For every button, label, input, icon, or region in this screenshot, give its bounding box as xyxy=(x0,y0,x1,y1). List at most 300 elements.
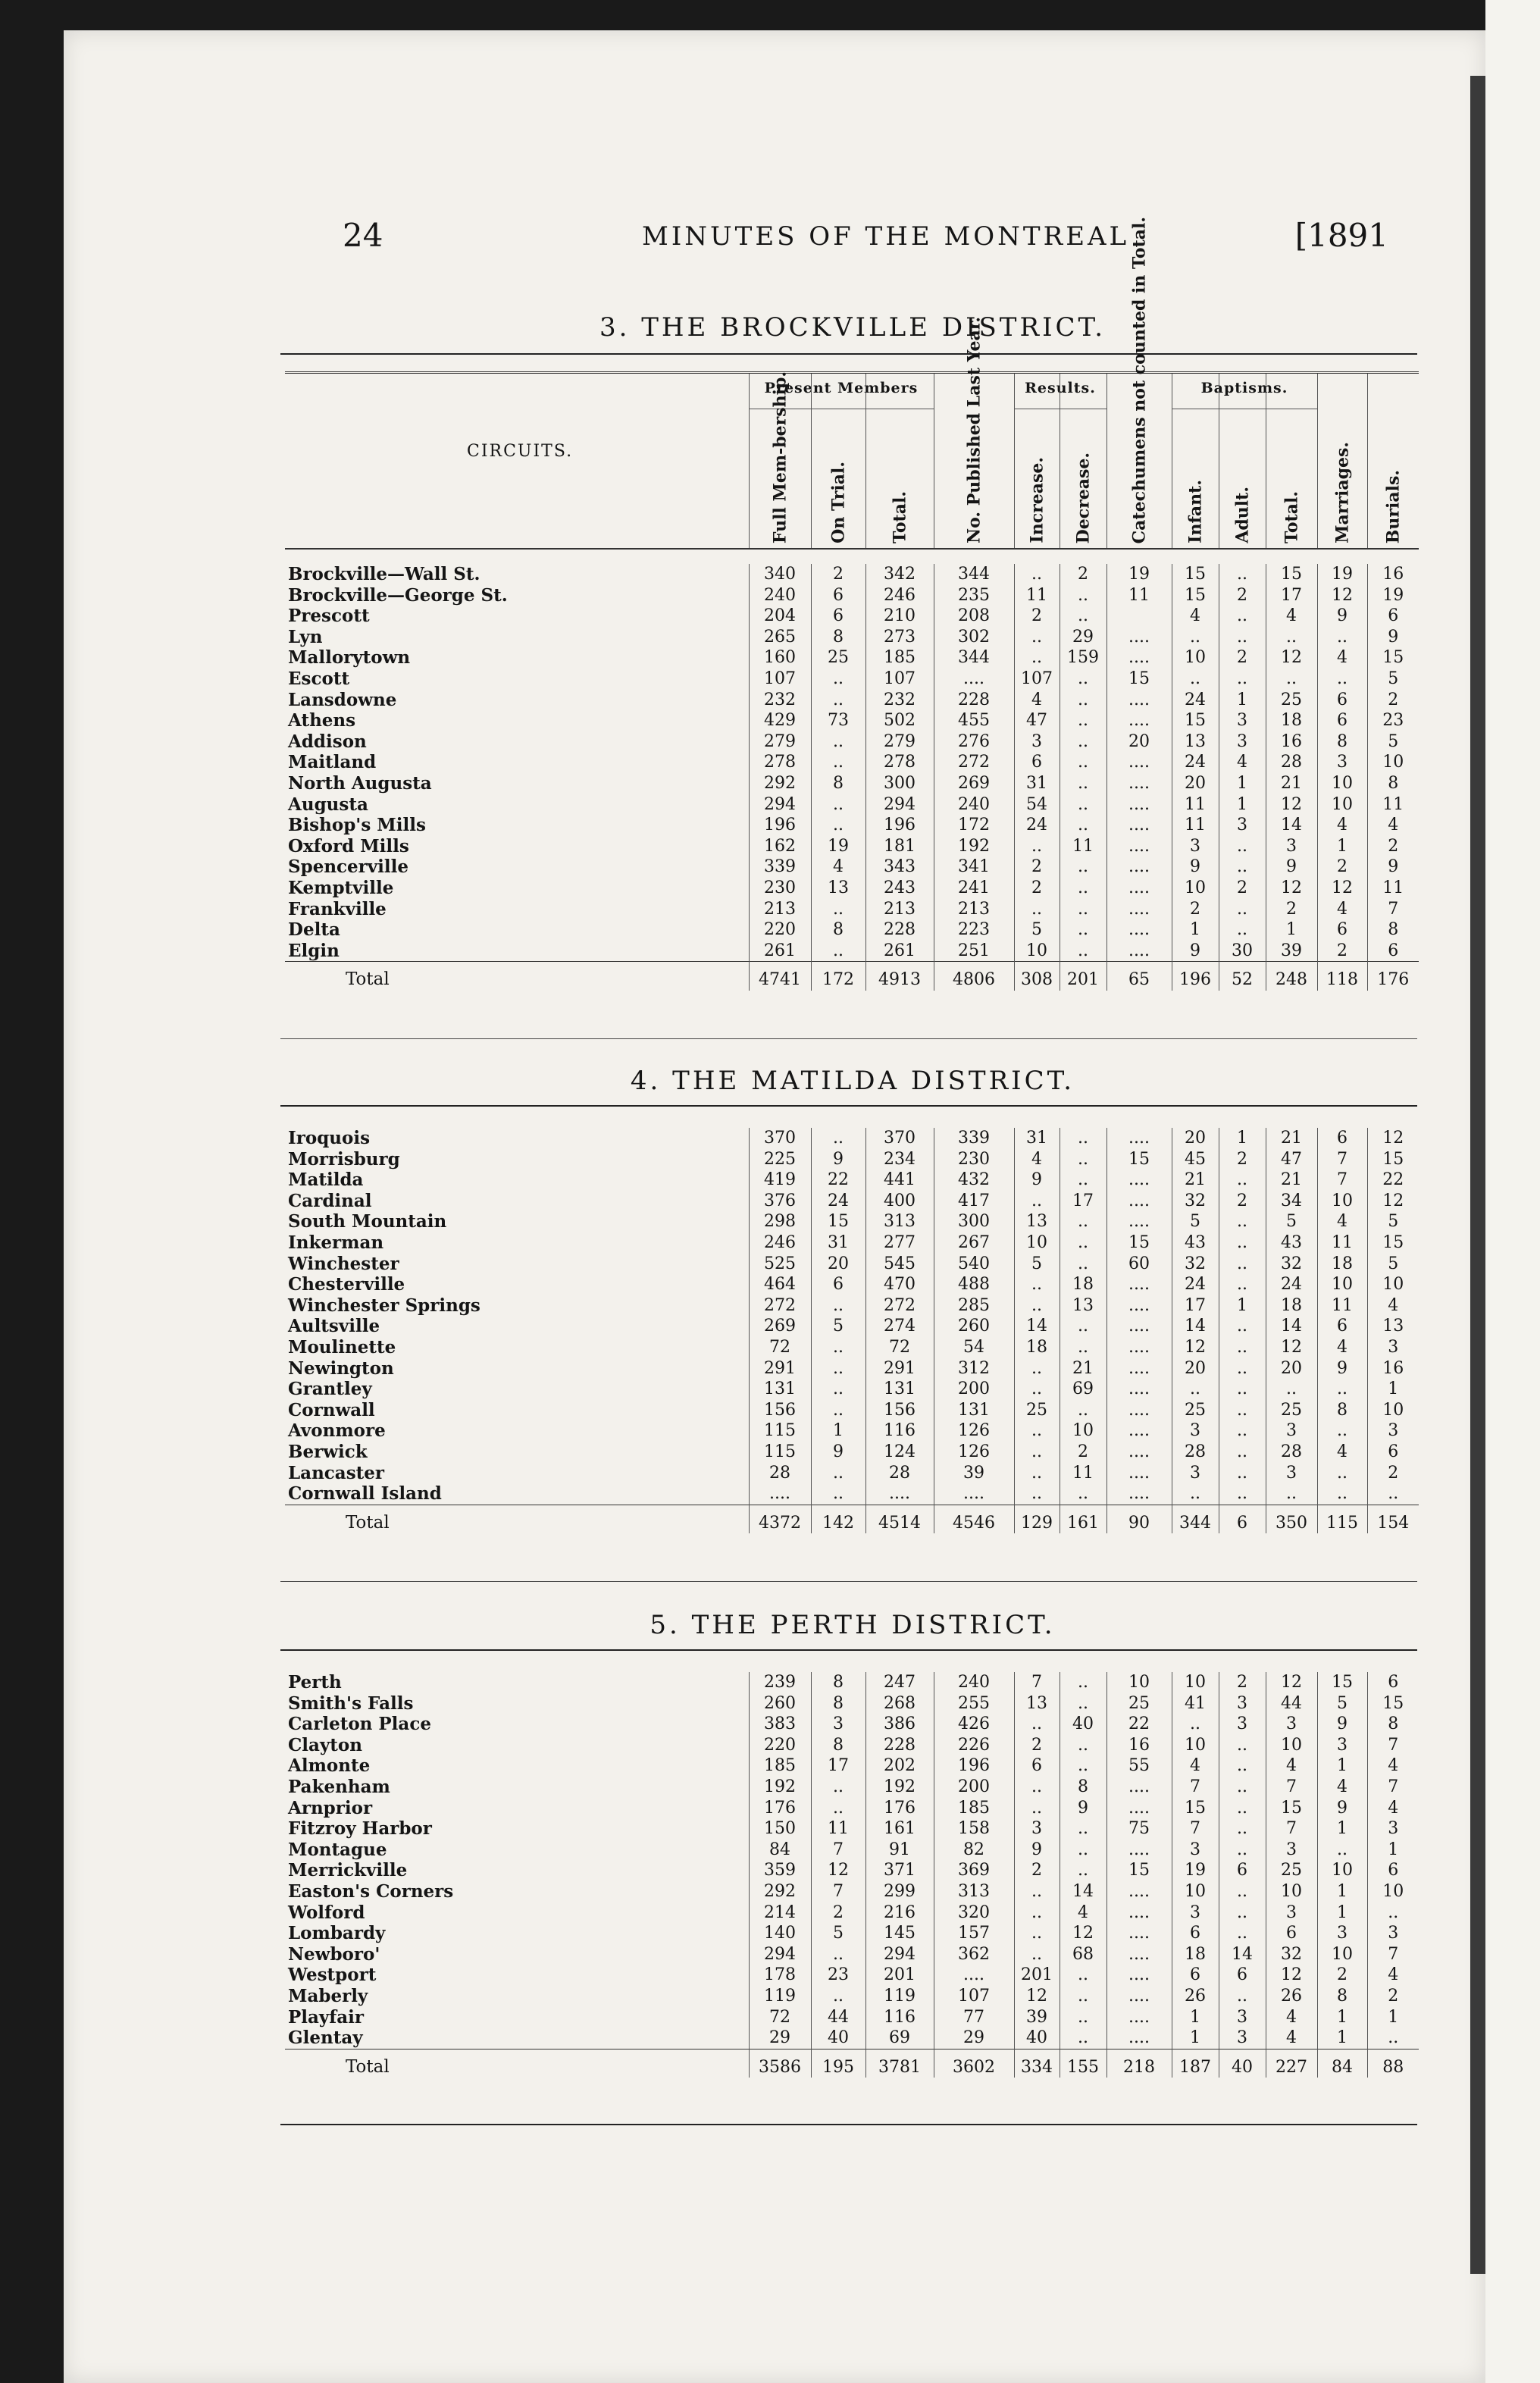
no-published-cell: 455 xyxy=(934,710,1014,731)
adult-cell: .. xyxy=(1219,836,1266,857)
burials-cell: 10 xyxy=(1367,1400,1419,1421)
bap-total-cell: 12 xyxy=(1266,878,1317,899)
total-bap-total-cell: 248 xyxy=(1266,962,1317,991)
divider xyxy=(280,353,1417,355)
burials-cell: 5 xyxy=(1367,1211,1419,1232)
increase-cell: 2 xyxy=(1014,1860,1060,1881)
no-published-cell: 29 xyxy=(934,2028,1014,2049)
full-membership-cell: 28 xyxy=(749,1463,811,1484)
on-trial-cell: .. xyxy=(811,1777,865,1798)
decrease-cell: 8 xyxy=(1060,1777,1106,1798)
adult-cell: 2 xyxy=(1219,1672,1266,1693)
no-published-cell: 241 xyxy=(934,878,1014,899)
table-row xyxy=(285,1986,1419,2007)
full-membership-cell: 232 xyxy=(749,690,811,711)
burials-cell: 23 xyxy=(1367,710,1419,731)
adult-cell: .. xyxy=(1219,1170,1266,1191)
adult-cell: 1 xyxy=(1219,1128,1266,1149)
bap-total-cell: 32 xyxy=(1266,1944,1317,1965)
decrease-cell: 11 xyxy=(1060,836,1106,857)
total-cell: 273 xyxy=(865,627,934,648)
table-row xyxy=(285,1316,1419,1337)
decrease-cell: 69 xyxy=(1060,1379,1106,1400)
adult-cell: .. xyxy=(1219,1400,1266,1421)
on-trial-cell: .. xyxy=(811,1295,865,1317)
burials-cell: 5 xyxy=(1367,731,1419,753)
burials-cell: 15 xyxy=(1367,1693,1419,1714)
bap-total-cell: .. xyxy=(1266,627,1317,648)
burials-cell: 2 xyxy=(1367,1986,1419,2007)
matilda-table xyxy=(285,1128,1419,1533)
col-bap-total xyxy=(1266,374,1318,548)
marriages-cell: 4 xyxy=(1317,899,1367,920)
year: [1891 xyxy=(1294,217,1388,254)
on-trial-cell: .. xyxy=(811,1128,865,1149)
total-full-membership-cell: 3586 xyxy=(749,2049,811,2078)
total-cell: 196 xyxy=(865,815,934,836)
catechumens-cell: .... xyxy=(1106,1400,1172,1421)
total-cell: 247 xyxy=(865,1672,934,1693)
catechumens-cell: .... xyxy=(1106,627,1172,648)
circuit-cell: Smith's Falls xyxy=(288,1693,414,1714)
table-row xyxy=(285,794,1419,816)
adult-cell: .. xyxy=(1219,1902,1266,1924)
infant-cell: 10 xyxy=(1172,1672,1219,1693)
bap-total-cell: 12 xyxy=(1266,794,1317,816)
total-cell: 185 xyxy=(865,647,934,669)
catechumens-cell: .... xyxy=(1106,1442,1172,1463)
col-label: Catechumens not counted in Total. xyxy=(1129,216,1150,543)
table-row xyxy=(285,690,1419,711)
adult-cell: .. xyxy=(1219,1254,1266,1275)
adult-cell: .. xyxy=(1219,1986,1266,2007)
infant-cell: .. xyxy=(1172,1483,1219,1505)
table-row xyxy=(285,1735,1419,1756)
infant-cell: 10 xyxy=(1172,878,1219,899)
no-published-cell: 213 xyxy=(934,899,1014,920)
burials-cell: 15 xyxy=(1367,1232,1419,1254)
adult-cell: 3 xyxy=(1219,731,1266,753)
total-bap-total-cell: 350 xyxy=(1266,1505,1317,1533)
total-cell: 291 xyxy=(865,1358,934,1379)
adult-cell: 14 xyxy=(1219,1944,1266,1965)
total-increase-cell: 308 xyxy=(1014,962,1060,991)
full-membership-cell: 178 xyxy=(749,1965,811,1986)
on-trial-cell: 2 xyxy=(811,1902,865,1924)
table-row xyxy=(285,1693,1419,1714)
circuit-cell: Clayton xyxy=(288,1734,362,1755)
no-published-cell: 172 xyxy=(934,815,1014,836)
no-published-cell: 77 xyxy=(934,2007,1014,2028)
catechumens-cell: .... xyxy=(1106,1420,1172,1442)
no-published-cell: 240 xyxy=(934,794,1014,816)
marriages-cell: 3 xyxy=(1317,752,1367,773)
marriages-cell: 6 xyxy=(1317,919,1367,941)
total-cell: 145 xyxy=(865,1923,934,1944)
on-trial-cell: .. xyxy=(811,1337,865,1358)
on-trial-cell: .. xyxy=(811,690,865,711)
perth-table xyxy=(285,1672,1419,2078)
on-trial-cell: 6 xyxy=(811,1274,865,1295)
col-label: Burials. xyxy=(1383,469,1404,543)
full-membership-cell: 72 xyxy=(749,1337,811,1358)
bap-total-cell: 21 xyxy=(1266,1170,1317,1191)
on-trial-cell: 22 xyxy=(811,1170,865,1191)
col-adult xyxy=(1219,374,1266,548)
full-membership-cell: 107 xyxy=(749,669,811,690)
catechumens-cell: .... xyxy=(1106,1483,1172,1505)
bap-total-cell: 7 xyxy=(1266,1818,1317,1840)
circuit-cell: Moulinette xyxy=(288,1336,396,1357)
total-cell: 300 xyxy=(865,773,934,794)
table-row xyxy=(285,2007,1419,2028)
no-published-cell: 339 xyxy=(934,1128,1014,1149)
catechumens-cell: .... xyxy=(1106,690,1172,711)
on-trial-cell: 6 xyxy=(811,585,865,606)
decrease-cell: .. xyxy=(1060,1735,1106,1756)
no-published-cell: 200 xyxy=(934,1777,1014,1798)
burials-cell: 10 xyxy=(1367,752,1419,773)
adult-cell: .. xyxy=(1219,606,1266,627)
adult-cell: .. xyxy=(1219,1840,1266,1861)
on-trial-cell: 5 xyxy=(811,1316,865,1337)
adult-cell: 2 xyxy=(1219,1149,1266,1170)
adult-cell: .. xyxy=(1219,1777,1266,1798)
on-trial-cell: .. xyxy=(811,1463,865,1484)
table-row xyxy=(285,1358,1419,1379)
increase-cell: .. xyxy=(1014,1881,1060,1902)
infant-cell: 43 xyxy=(1172,1232,1219,1254)
burials-cell: 7 xyxy=(1367,899,1419,920)
infant-cell: 11 xyxy=(1172,815,1219,836)
on-trial-cell: 3 xyxy=(811,1714,865,1735)
no-published-cell: 230 xyxy=(934,1149,1014,1170)
infant-cell: 5 xyxy=(1172,1211,1219,1232)
total-cell: 119 xyxy=(865,1986,934,2007)
on-trial-cell: 2 xyxy=(811,564,865,585)
table-row xyxy=(285,564,1419,585)
total-on-trial-cell: 195 xyxy=(811,2049,865,2078)
decrease-cell: 12 xyxy=(1060,1923,1106,1944)
bap-total-cell: 6 xyxy=(1266,1923,1317,1944)
no-published-cell: 200 xyxy=(934,1379,1014,1400)
divider xyxy=(280,1649,1417,1651)
total-cell: 299 xyxy=(865,1881,934,1902)
increase-cell: 3 xyxy=(1014,1818,1060,1840)
total-cell: 272 xyxy=(865,1295,934,1317)
total-total-cell: 4514 xyxy=(865,1505,934,1533)
circuit-cell: Lyn xyxy=(288,626,323,647)
marriages-cell: 9 xyxy=(1317,606,1367,627)
infant-cell: 13 xyxy=(1172,731,1219,753)
no-published-cell: 228 xyxy=(934,690,1014,711)
bap-total-cell: 47 xyxy=(1266,1149,1317,1170)
increase-cell: 31 xyxy=(1014,1128,1060,1149)
no-published-cell: .... xyxy=(934,1965,1014,1986)
circuit-cell: Delta xyxy=(288,919,340,941)
adult-cell: .. xyxy=(1219,1818,1266,1840)
on-trial-cell: 7 xyxy=(811,1881,865,1902)
col-label: No. Published Last Year. xyxy=(964,317,984,543)
decrease-cell: .. xyxy=(1060,1860,1106,1881)
bap-total-cell: 39 xyxy=(1266,941,1317,962)
no-published-cell: 300 xyxy=(934,1211,1014,1232)
increase-cell: 2 xyxy=(1014,1735,1060,1756)
decrease-cell: .. xyxy=(1060,1818,1106,1840)
total-cell: 243 xyxy=(865,878,934,899)
circuit-cell: Augusta xyxy=(288,794,368,815)
on-trial-cell: 15 xyxy=(811,1211,865,1232)
infant-cell: 14 xyxy=(1172,1316,1219,1337)
decrease-cell: .. xyxy=(1060,2007,1106,2028)
col-increase xyxy=(1014,374,1060,548)
bap-total-cell: 44 xyxy=(1266,1693,1317,1714)
increase-cell: .. xyxy=(1014,1944,1060,1965)
full-membership-cell: 278 xyxy=(749,752,811,773)
burials-cell: 11 xyxy=(1367,878,1419,899)
catechumens-cell: .... xyxy=(1106,2007,1172,2028)
on-trial-cell: 8 xyxy=(811,919,865,941)
marriages-cell: 11 xyxy=(1317,1232,1367,1254)
bap-total-cell: 14 xyxy=(1266,1316,1317,1337)
no-published-cell: 192 xyxy=(934,836,1014,857)
burials-cell: .. xyxy=(1367,1483,1419,1505)
bap-total-cell: 21 xyxy=(1266,773,1317,794)
table-row xyxy=(285,1420,1419,1442)
increase-cell: 25 xyxy=(1014,1400,1060,1421)
infant-cell: 15 xyxy=(1172,585,1219,606)
adult-cell: .. xyxy=(1219,564,1266,585)
infant-cell: 4 xyxy=(1172,1755,1219,1777)
on-trial-cell: 8 xyxy=(811,627,865,648)
increase-cell: 40 xyxy=(1014,2028,1060,2049)
total-cell: 161 xyxy=(865,1818,934,1840)
total-cell: 202 xyxy=(865,1755,934,1777)
circuit-cell: Newington xyxy=(288,1357,394,1379)
burials-cell: 10 xyxy=(1367,1881,1419,1902)
total-cell: 210 xyxy=(865,606,934,627)
total-cell: 294 xyxy=(865,794,934,816)
circuit-cell: Maitland xyxy=(288,752,377,773)
marriages-cell: 2 xyxy=(1317,941,1367,962)
table-row xyxy=(285,1818,1419,1840)
decrease-cell: .. xyxy=(1060,752,1106,773)
adult-cell: .. xyxy=(1219,1923,1266,1944)
full-membership-cell: 162 xyxy=(749,836,811,857)
table-row xyxy=(285,878,1419,899)
decrease-cell: 14 xyxy=(1060,1881,1106,1902)
decrease-cell: .. xyxy=(1060,1840,1106,1861)
circuit-cell: Elgin xyxy=(288,940,340,961)
full-membership-cell: 464 xyxy=(749,1274,811,1295)
table-row xyxy=(285,606,1419,627)
increase-cell: 2 xyxy=(1014,856,1060,878)
catechumens-cell: 55 xyxy=(1106,1755,1172,1777)
infant-cell: 15 xyxy=(1172,564,1219,585)
no-published-cell: .... xyxy=(934,1483,1014,1505)
total-cell: 343 xyxy=(865,856,934,878)
full-membership-cell: 204 xyxy=(749,606,811,627)
total-cell: 470 xyxy=(865,1274,934,1295)
on-trial-cell: .. xyxy=(811,1986,865,2007)
marriages-cell: 9 xyxy=(1317,1798,1367,1819)
on-trial-cell: 40 xyxy=(811,2028,865,2049)
increase-cell: .. xyxy=(1014,1483,1060,1505)
burials-cell: 4 xyxy=(1367,1295,1419,1317)
no-published-cell: 226 xyxy=(934,1735,1014,1756)
adult-cell: .. xyxy=(1219,1420,1266,1442)
increase-cell: .. xyxy=(1014,899,1060,920)
marriages-cell: 2 xyxy=(1317,1965,1367,1986)
district-title-brockville: 3. THE BROCKVILLE DISTRICT. xyxy=(599,312,1106,343)
table-row xyxy=(285,1483,1419,1505)
adult-cell: .. xyxy=(1219,1442,1266,1463)
bap-total-cell: 3 xyxy=(1266,1420,1317,1442)
total-cell: 213 xyxy=(865,899,934,920)
total-increase-cell: 334 xyxy=(1014,2049,1060,2078)
catechumens-cell: .... xyxy=(1106,1944,1172,1965)
increase-cell: .. xyxy=(1014,1463,1060,1484)
catechumens-cell: .... xyxy=(1106,899,1172,920)
total-cell: 91 xyxy=(865,1840,934,1861)
total-decrease-cell: 161 xyxy=(1060,1505,1106,1533)
bap-total-cell: 10 xyxy=(1266,1735,1317,1756)
adult-cell: 30 xyxy=(1219,941,1266,962)
present-members-group: Present Members xyxy=(764,380,919,396)
total-circuit-cell: Total xyxy=(285,2049,749,2078)
marriages-cell: 4 xyxy=(1317,647,1367,669)
infant-cell: 9 xyxy=(1172,941,1219,962)
table-row xyxy=(285,669,1419,690)
full-membership-cell: 292 xyxy=(749,1881,811,1902)
decrease-cell: .. xyxy=(1060,1232,1106,1254)
full-membership-cell: 359 xyxy=(749,1860,811,1881)
on-trial-cell: .. xyxy=(811,1400,865,1421)
decrease-cell: .. xyxy=(1060,1337,1106,1358)
full-membership-cell: 240 xyxy=(749,585,811,606)
catechumens-cell: 22 xyxy=(1106,1714,1172,1735)
circuit-cell: Playfair xyxy=(288,2006,364,2028)
catechumens-cell: 19 xyxy=(1106,564,1172,585)
burials-cell: 2 xyxy=(1367,1463,1419,1484)
marriages-cell: 8 xyxy=(1317,1400,1367,1421)
marriages-cell: 9 xyxy=(1317,1714,1367,1735)
circuit-cell: Iroquois xyxy=(288,1128,371,1148)
marriages-cell: 7 xyxy=(1317,1170,1367,1191)
burials-cell: 5 xyxy=(1367,669,1419,690)
decrease-cell: 18 xyxy=(1060,1274,1106,1295)
infant-cell: 20 xyxy=(1172,1128,1219,1149)
bap-total-cell: .. xyxy=(1266,1483,1317,1505)
burials-cell: 1 xyxy=(1367,2007,1419,2028)
infant-cell: 20 xyxy=(1172,1358,1219,1379)
adult-cell: 2 xyxy=(1219,647,1266,669)
marriages-cell: 10 xyxy=(1317,1944,1367,1965)
circuit-cell: Cardinal xyxy=(288,1190,372,1211)
on-trial-cell: 19 xyxy=(811,836,865,857)
table-row xyxy=(285,627,1419,648)
decrease-cell: 10 xyxy=(1060,1420,1106,1442)
total-total-cell: 4913 xyxy=(865,962,934,991)
total-infant-cell: 344 xyxy=(1172,1505,1219,1533)
full-membership-cell: 525 xyxy=(749,1254,811,1275)
increase-cell: 4 xyxy=(1014,690,1060,711)
table-row xyxy=(285,1840,1419,1861)
catechumens-cell: .... xyxy=(1106,856,1172,878)
total-adult-cell: 6 xyxy=(1219,1505,1266,1533)
catechumens-cell xyxy=(1106,606,1172,627)
adult-cell: .. xyxy=(1219,1463,1266,1484)
decrease-cell: .. xyxy=(1060,856,1106,878)
decrease-cell: .. xyxy=(1060,1400,1106,1421)
col-label: Increase. xyxy=(1027,457,1047,543)
marriages-cell: 1 xyxy=(1317,1881,1367,1902)
circuit-cell: Addison xyxy=(288,731,367,752)
burials-cell: 4 xyxy=(1367,815,1419,836)
decrease-cell: 29 xyxy=(1060,627,1106,648)
table-row xyxy=(285,1777,1419,1798)
catechumens-cell: .... xyxy=(1106,1798,1172,1819)
burials-cell: 3 xyxy=(1367,1818,1419,1840)
adult-cell: 2 xyxy=(1219,1191,1266,1212)
on-trial-cell: 17 xyxy=(811,1755,865,1777)
total-decrease-cell: 155 xyxy=(1060,2049,1106,2078)
marriages-cell: 9 xyxy=(1317,1358,1367,1379)
no-published-cell: 369 xyxy=(934,1860,1014,1881)
circuit-cell: Newboro' xyxy=(288,1943,380,1965)
on-trial-cell: 5 xyxy=(811,1923,865,1944)
bap-total-cell: 5 xyxy=(1266,1211,1317,1232)
marriages-cell: 1 xyxy=(1317,2007,1367,2028)
adult-cell: .. xyxy=(1219,669,1266,690)
on-trial-cell: 9 xyxy=(811,1149,865,1170)
increase-cell: 54 xyxy=(1014,794,1060,816)
bap-total-cell: 34 xyxy=(1266,1191,1317,1212)
adult-cell: 1 xyxy=(1219,1295,1266,1317)
col-burials xyxy=(1367,374,1419,548)
decrease-cell: .. xyxy=(1060,1986,1106,2007)
adult-cell: 3 xyxy=(1219,710,1266,731)
total-catechumens-cell: 90 xyxy=(1106,1505,1172,1533)
decrease-cell: .. xyxy=(1060,878,1106,899)
total-cell: 261 xyxy=(865,941,934,962)
infant-cell: 26 xyxy=(1172,1986,1219,2007)
total-cell: 192 xyxy=(865,1777,934,1798)
infant-cell: 3 xyxy=(1172,1420,1219,1442)
table-row xyxy=(285,1211,1419,1232)
full-membership-cell: 376 xyxy=(749,1191,811,1212)
table-row xyxy=(285,836,1419,857)
bap-total-cell: 18 xyxy=(1266,1295,1317,1317)
increase-cell: 18 xyxy=(1014,1337,1060,1358)
decrease-cell: .. xyxy=(1060,669,1106,690)
marriages-cell: 7 xyxy=(1317,1149,1367,1170)
decrease-cell: .. xyxy=(1060,1128,1106,1149)
district-title-matilda: 4. THE MATILDA DISTRICT. xyxy=(630,1066,1075,1096)
adult-cell: 3 xyxy=(1219,2007,1266,2028)
col-catechumens xyxy=(1106,216,1172,548)
full-membership-cell: 220 xyxy=(749,919,811,941)
full-membership-cell: 265 xyxy=(749,627,811,648)
no-published-cell: 344 xyxy=(934,564,1014,585)
increase-cell: .. xyxy=(1014,564,1060,585)
no-published-cell: 157 xyxy=(934,1923,1014,1944)
no-published-cell: 285 xyxy=(934,1295,1014,1317)
burials-cell: 12 xyxy=(1367,1191,1419,1212)
circuit-cell: Berwick xyxy=(288,1441,368,1462)
table-row xyxy=(285,941,1419,962)
increase-cell: 24 xyxy=(1014,815,1060,836)
